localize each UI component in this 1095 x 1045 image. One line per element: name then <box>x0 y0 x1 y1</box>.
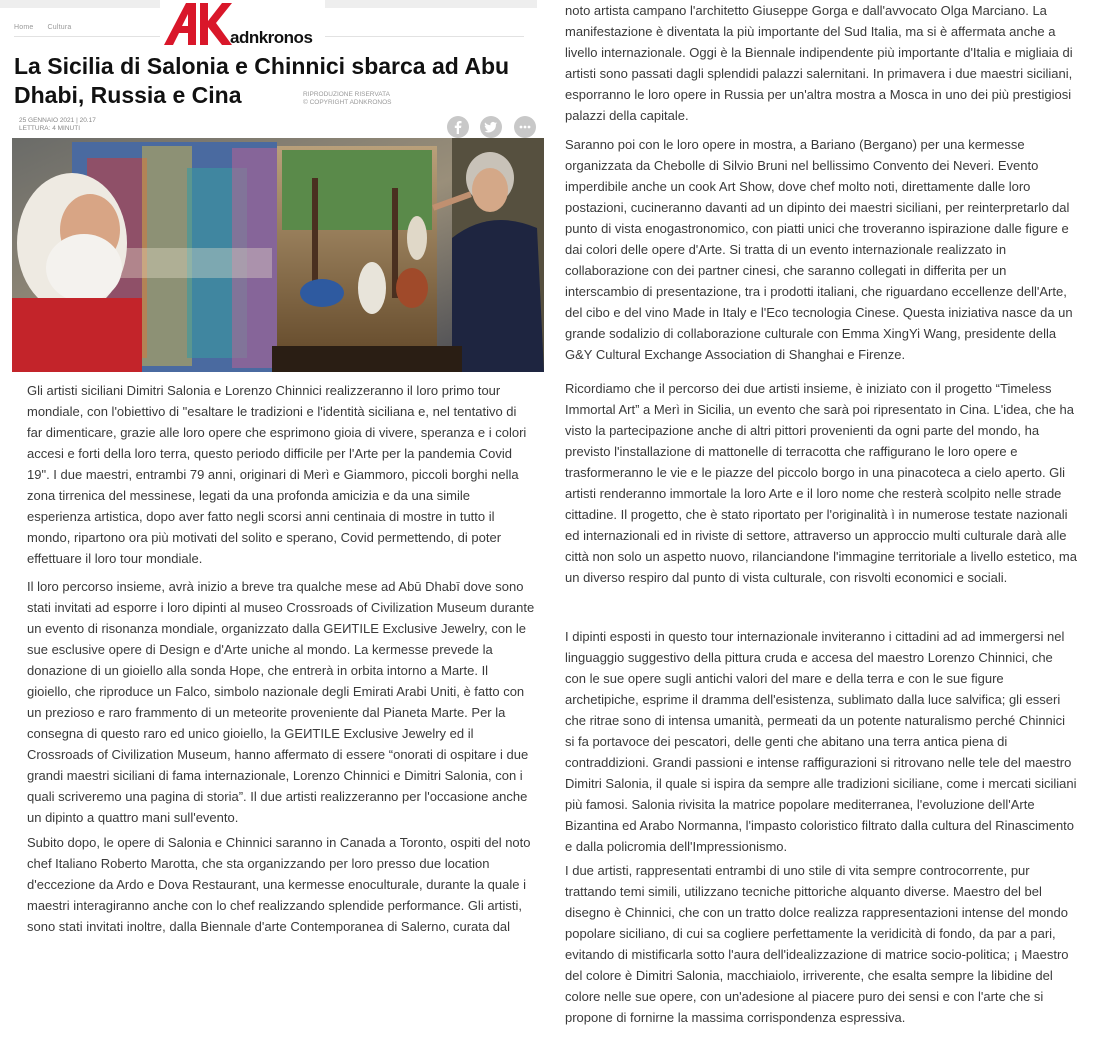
body-left-para-2: Il loro percorso insieme, avrà inizio a breve tra qualche mese ad Abū Dhabī dove sono stati invitati ad esporre i loro dipinti al museo Crossroads of Civilization Museum durante un evento di risonanza mondiale, organizzato dalla GEИTILE Exclusive Jewelry, con le sue esclusive opere di Design e d'Arte uniche al mondo. La kermesse prevede la donazione di un gioiello alla sonda Hope, che entrerà in orbita intorno a Marte. Il gioiello, che riproduce un Falco, simbolo nazionale degli Emirati Arabi Uniti, è fatto con un prezioso e raro frammento di un meteorite proveniente dal Pianeta Marte. Per la consegna di questo raro ed unico gioiello, la GEИTILE Exclusive Jewelry ed il Crossroads of Civilization Museum, hanno affermato di essere “onorati di ospitare i due grandi maestri siciliani di fama internazionale, Lorenzo Chinnici e Dimitri Salonia, con i quali scriveremo una pagina di storia”. Il due artisti realizzeranno per l'occasione anche un dipinto a quattro mani sull'evento. <box>27 579 535 825</box>
logo-mark-icon <box>162 1 232 47</box>
breadcrumb-home[interactable]: Home <box>14 24 34 31</box>
body-left-para-3: Subito dopo, le opere di Salonia e Chinnici saranno in Canada a Toronto, ospiti del noto chef Italiano Roberto Marotta, che sta organizzando per loro presso due location d'eccezione da Ardo e Dova Restaurant, una kermesse enoculturale, durante la quale i maestri interagiranno anche con lo chef realizzando splendide performance. Gli artisti, sono stati invitati inoltre, dalla Biennale d'arte Contemporanea di Salerno, curata dal <box>27 835 531 934</box>
twitter-icon[interactable] <box>480 116 502 138</box>
body-right-para-5: I due artisti, rappresentati entrambi di uno stile di vita sempre controcorrente, pur trattando temi simili, utilizzano tecniche pittoriche alquanto diverse. Maestro del bel disegno è Chinnici, che con un tratto dolce realizza rappresentazioni intense del mondo popolare siciliano, di cui sa cogliere perfettamente la veridicità di fondo, da par a pari, evitando di mistificarla sotto l'aura dell'idealizzazione di matrice socio-politica; ¡ Maestro del colore è Dimitri Salonia, macchiaiolo, irriverente, che esalta sempre la libidine del colore nelle sue opere, con un'adesione al piacere puro dei sensi e con l'arte che si propone di fornirne la massima corrispondenza espressiva. <box>565 863 1069 1025</box>
breadcrumb <box>14 24 85 31</box>
body-right-para-4: I dipinti esposti in questo tour internazionale inviteranno i cittadini ad ad immergersi nel linguaggio suggestivo della pittura cruda e accesa del maestro Lorenzo Chinnici, che con le sue opere sugli antichi valori del mare e della terra e con le sue figure archetipiche, esprime il dramma dell'esistenza, sublimato dalla luce salvifica; gli esseri che ritrae sono di intensa umanità, permeati da un potente naturalismo perché Chinnici si fa portavoce dei pescatori, delle genti che abitano una terra antica piena di contraddizioni. Grandi passioni e intense raffigurazioni si ritrovano nelle tele del maestro Dimitri Salonia, il quale si ispira da sempre alle tradizioni siciliane, come i mercati siciliani più famosi. Salonia rivisita la matrice popolare mediterranea, l'evoluzione dell'Arte Bizantina ed Arabo Normanna, l'impasto coloristico filtrato dalla cultura del Rinascimento e dalla policromia dell'Impressionismo. <box>565 629 1077 854</box>
body-left-para-1: Gli artisti siciliani Dimitri Salonia e Lorenzo Chinnici realizzeranno il loro primo tour mondiale, con l'obiettivo di "esaltare le tradizioni e l'identità siciliana e, nel tentativo di far dimenticare, grazie alle loro opere che esprimono gioia di vivere, speranza e i colori accesi e forti della loro terra, questo periodo difficile per l'Arte per la pandemia Covid 19". I due maestri, entrambi 79 anni, originari di Merì e Giammoro, piccoli borghi nella zona tirrenica del messinese, legati da una profonda amicizia e da una simile esperienza artistica, dopo aver fatto negli scorsi anni centinaia di mostre in tutto il mondo, ripartono ora più motivati del solito e sperano, Covid permettendo, di poter effettuare il loro tour mondiale. <box>27 383 527 566</box>
more-icon[interactable] <box>514 116 536 138</box>
breadcrumb-section[interactable]: Cultura <box>47 24 72 31</box>
body-right-para-3: Ricordiamo che il percorso dei due artisti insieme, è iniziato con il progetto “Timeless Immortal Art” a Merì in Sicilia, un evento che sarà poi ripresentato in Cina. L'idea, che ha visto la partecipazione anche di altri pittori provenienti da ogni parte del mondo, ha previsto l'installazione di mattonelle di terracotta che raffigurano le loro opere e trasformeranno le vie e le piazze del piccolo borgo in una pinacoteca a cielo aperto. Gli artisti renderanno immortale la loro Arte e il loro nome che resterà scolpito nelle strade cittadine. Il progetto, che è stato riportato per l'originalità ì in numerose testate nazionali ed internazionali ed in riviste di settore, attraverso un approccio multi culturale darà alle città non solo un aspetto nuovo, rilanciandone l'immagine territoriale a livello estetico, ma un diverso respiro dal punto di vista culturale, con risvolti economici e sociali. <box>565 381 1077 585</box>
article-meta <box>19 117 96 133</box>
article-title: La Sicilia di Salonia e Chinnici sbarca ad Abu Dhabi, Russia e Cina <box>14 53 510 108</box>
artists-painting-photo <box>12 138 544 372</box>
body-right-para-2: Saranno poi con le loro opere in mostra, a Bariano (Bergano) per una kermesse organizzata da Chebolle di Silvio Bruni nel bellissimo Convento dei Neveri. Evento imperdibile anche un cook Art Show, dove chef molto noti, direttamente dalle loro postazioni, cucineranno davanti ad un dipinto dei maestri siciliani, per reinterpretarlo dal punto di vista enogastronomico, con piatti unici che troveranno ispirazione dalle figure e dai colori delle opere d'Arte. Si tratta di un evento internazionale realizzato in collaborazione con dei partner cinesi, che saranno collegati in differita per un interscambio di presentazione, tra i prodotti italiani, che riguardano eccellenze dell'Arte, del cibo e del vino Made in Italy e l'Eco tecnologia Cinese. Questa iniziativa nasce da un grande sodalizio di collaborazione culturale con Emma XingYi Wang, presidente della G&Y Cultural Exchange Association di Shanghai e Firenze. <box>565 137 1073 362</box>
read-time: LETTURA: 4 MINUTI <box>19 125 81 132</box>
adnkronos-logo[interactable] <box>160 0 325 48</box>
copyright-notice: RIPRODUZIONE RISERVATA © COPYRIGHT ADNKRONOS <box>303 91 392 106</box>
article-photo <box>12 138 544 372</box>
facebook-icon[interactable] <box>447 116 469 138</box>
article-date: 25 GENNAIO 2021 | 20.17 <box>19 117 96 124</box>
body-right-para-1: noto artista campano l'architetto Giuseppe Gorga e dall'avvocato Olga Marciano. La manifestazione è diventata la più importante del Sud Italia, ma si è affermata anche a livello internazionale. Oggi è la Biennale indipendente più importante d'Italia e migliaia di artisti sono passati dagli splendidi palazzi salernitani. In primavera i due maestri siciliani, esporranno le loro opere in Russia per un'altra mostra a Mosca in uno dei più prestigiosi palazzi della capitale. <box>565 3 1073 123</box>
logo-wordmark: adnkronos <box>230 28 313 47</box>
